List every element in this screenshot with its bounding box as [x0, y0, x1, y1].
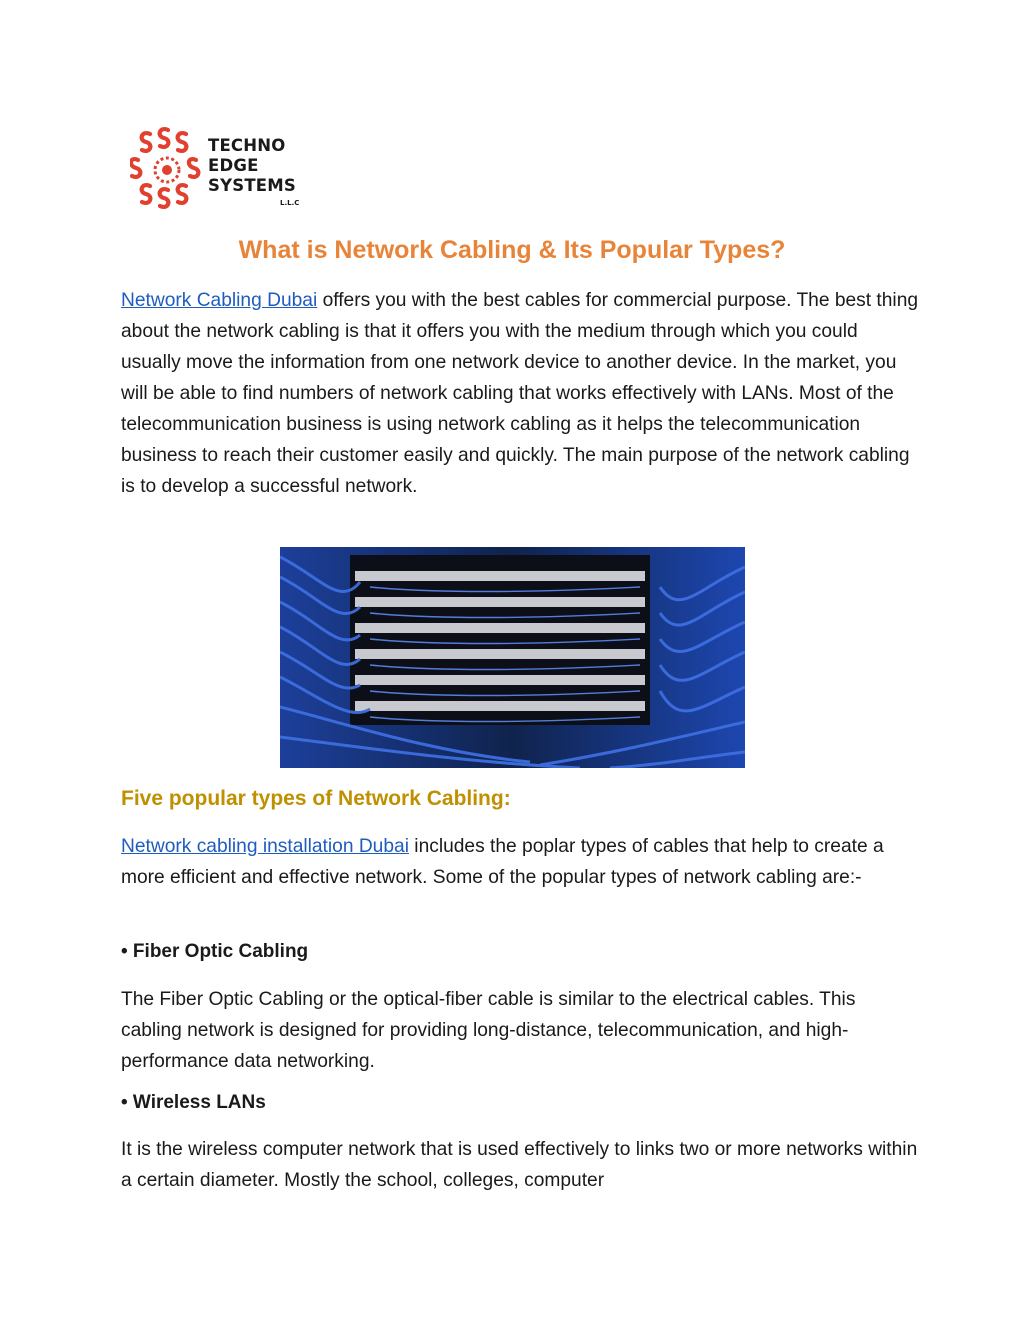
- logo-line-edge: EDGE: [208, 156, 259, 175]
- logo-line-techno: TECHNO: [208, 136, 286, 155]
- network-cables-photo: [280, 547, 745, 768]
- section-intro-text: includes the poplar types of cables that help to create a more efficient and effective network. Some of the popular types of network cabling are:-: [121, 836, 884, 888]
- logo-wordmark: [208, 136, 296, 196]
- section-intro-paragraph: [121, 831, 921, 893]
- section-heading: Five popular types of Network Cabling:: [121, 787, 511, 810]
- fiber-optic-paragraph: The Fiber Optic Cabling or the optical-fiber cable is similar to the electrical cables. This cabling network is designed for providing long-distance, telecommunication, and high-performance data networking.: [121, 989, 856, 1072]
- fiber-optic-heading: • Fiber Optic Cabling: [121, 941, 309, 962]
- red-swirl-logo-icon: [130, 126, 206, 210]
- company-logo: [130, 126, 320, 216]
- logo-suffix: L.L.C: [280, 199, 300, 207]
- intro-paragraph: [121, 285, 921, 502]
- cables-illustration: [280, 547, 745, 768]
- page-title: What is Network Cabling & Its Popular Types?: [238, 236, 786, 264]
- wireless-lans-paragraph: It is the wireless computer network that is used effectively to links two or more networks within a certain diameter. Mostly the school, colleges, computer: [121, 1139, 918, 1191]
- intro-text: offers you with the best cables for commercial purpose. The best thing about the network cabling is that it offers you with the medium through which you could usually move the information from one network device to another device. In the market, you will be able to find numbers of network cabling that works effectively with LANs. Most of the telecommunication business is using network cabling as it helps the telecommunication business to reach their customer easily and quickly. The main purpose of the network cabling is to develop a successful network.: [121, 290, 919, 497]
- wireless-lans-heading: • Wireless LANs: [121, 1092, 266, 1113]
- logo-line-systems: SYSTEMS: [208, 176, 296, 195]
- network-cabling-installation-dubai-link[interactable]: Network cabling installation Dubai: [121, 836, 409, 857]
- network-cabling-dubai-link[interactable]: Network Cabling Dubai: [121, 290, 318, 311]
